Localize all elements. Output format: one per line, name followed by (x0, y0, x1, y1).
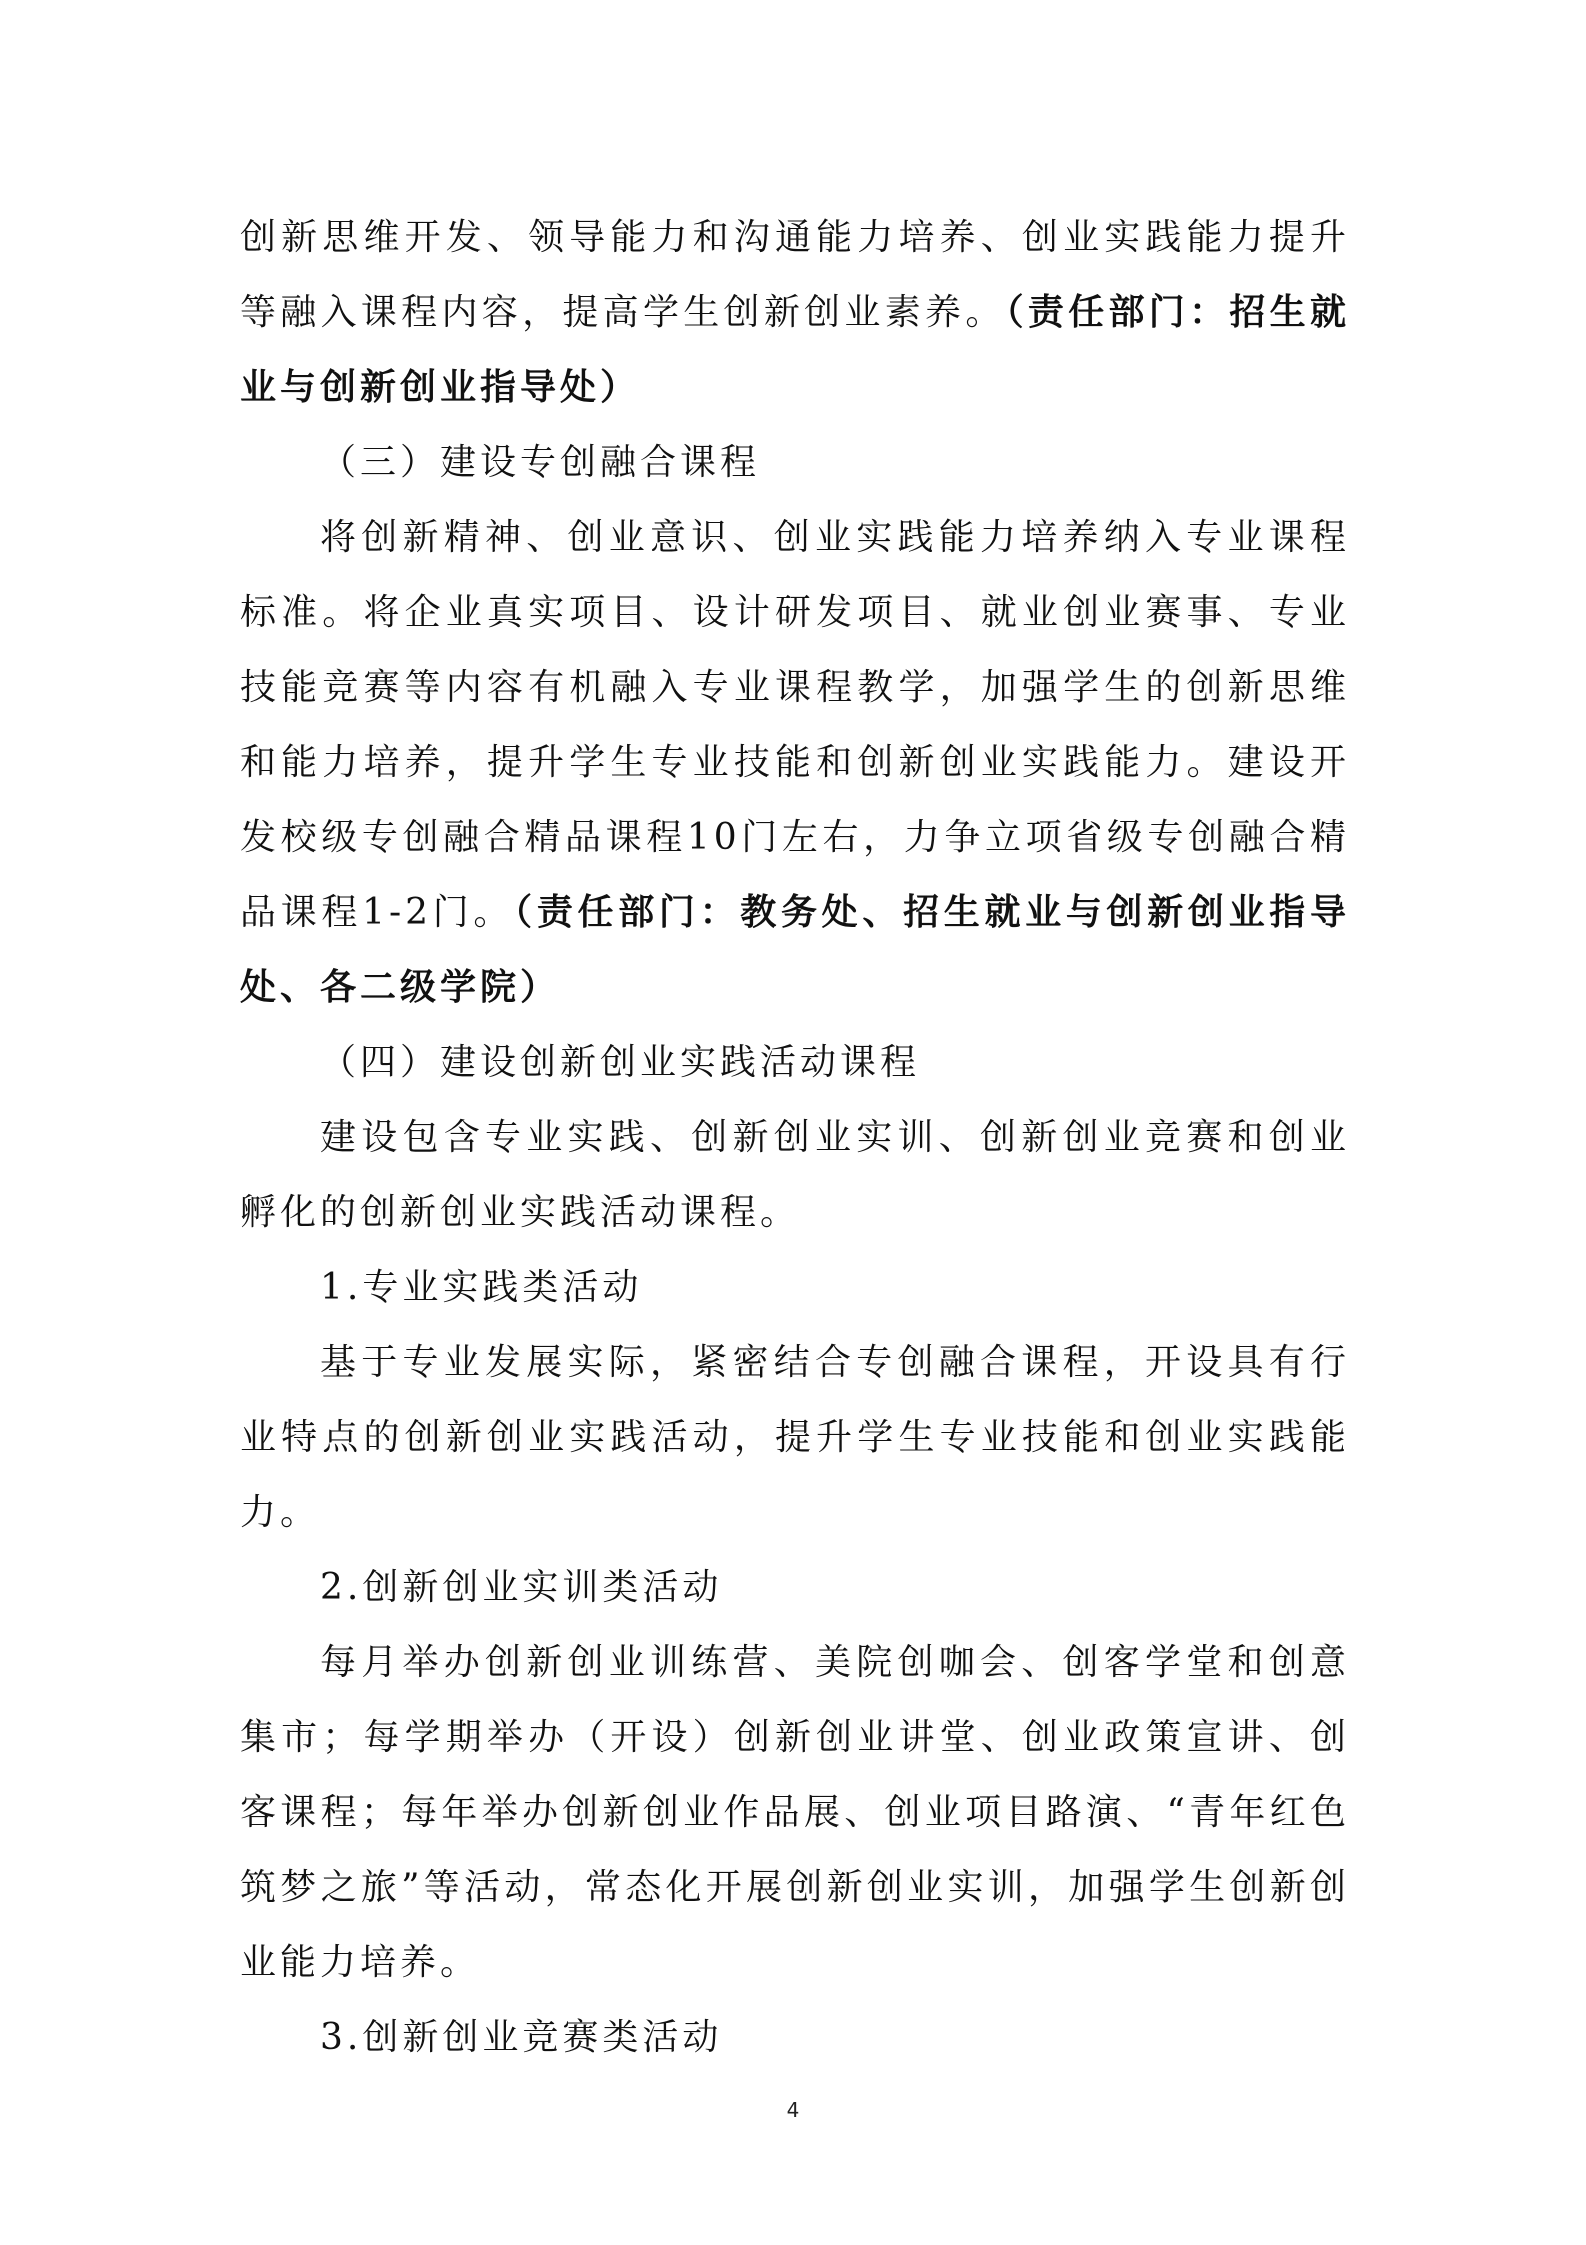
subheading-2: 2.创新创业实训类活动 (320, 1567, 723, 1608)
section-heading-4: （四）建设创新创业实践活动课程 (320, 1042, 921, 1083)
paragraph-5: 每月举办创新创业训练营、美院创咖会、创客学堂和创意集市；每学期举办（开设）创新创业讲堂、创业政策宣讲、创客课程；每年举办创新创业作品展、创业项目路演、“青年红色筑梦之旅”等活动，常态化开展创新创业实训，加强学生创新创业能力培养。 (240, 1642, 1350, 1983)
subheading-1: 1.专业实践类活动 (320, 1267, 643, 1308)
paragraph-4: 基于专业发展实际，紧密结合专创融合课程，开设具有行业特点的创新创业实践活动，提升学生专业技能和创业实践能力。 (240, 1342, 1350, 1533)
paragraph-2 (240, 500, 1350, 1025)
document-body (240, 200, 1350, 2075)
paragraph-1-text: 创新思维开发、领导能力和沟通能力培养、创业实践能力提升等融入课程内容，提高学生创新创业素养。 (240, 217, 1350, 333)
paragraph-2-responsibility: （责任部门：教务处、招生就业与创新创业指导处、各二级学院） (240, 891, 1350, 1008)
paragraph-1 (240, 200, 1350, 425)
paragraph-3: 建设包含专业实践、创新创业实训、创新创业竞赛和创业孵化的创新创业实践活动课程。 (240, 1117, 1350, 1233)
subheading-3: 3.创新创业竞赛类活动 (320, 2017, 723, 2058)
paragraph-2-text: 将创新精神、创业意识、创业实践能力培养纳入专业课程标准。将企业真实项目、设计研发项目、就业创业赛事、专业技能竞赛等内容有机融入专业课程教学，加强学生的创新思维和能力培养，提升学生专业技能和创新创业实践能力。建设开发校级专创融合精品课程10门左右，力争立项省级专创融合精品课程1-2门。 (240, 517, 1350, 933)
section-heading-3: （三）建设专创融合课程 (320, 442, 761, 483)
page-number: 4 (786, 2098, 800, 2122)
paragraph-1-responsibility: （责任部门：招生就业与创新创业指导处） (240, 291, 1350, 408)
